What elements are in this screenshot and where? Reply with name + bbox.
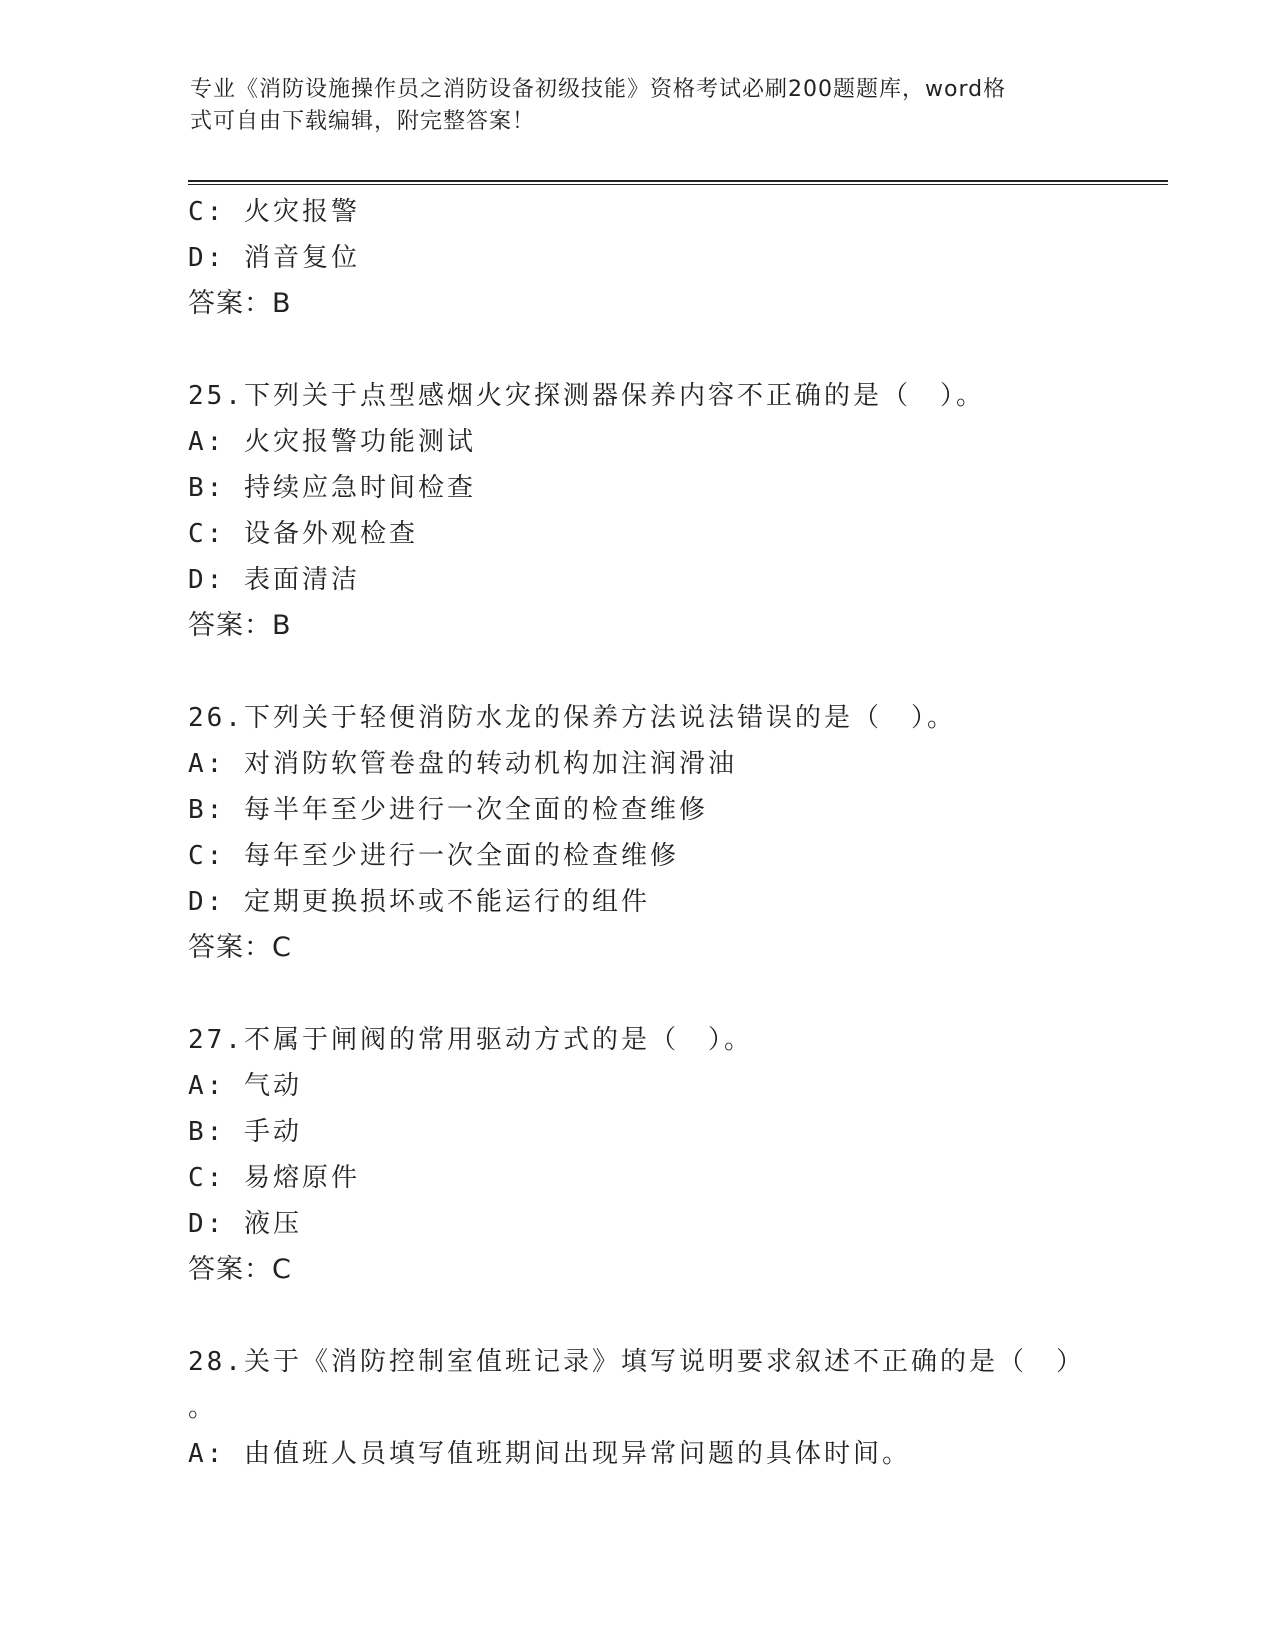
answer-line: 答案：B — [188, 610, 292, 641]
question-stem: 27.不属于闸阀的常用驱动方式的是（ ）。 — [188, 1025, 753, 1055]
question-26 — [188, 695, 1088, 971]
option-a: A: 火灾报警功能测试 — [188, 427, 476, 457]
header-line-1: 专业《消防设施操作员之消防设备初级技能》资格考试必刷200题题库，word格 — [190, 77, 1007, 102]
option-d: D: 消音复位 — [188, 243, 360, 273]
header-divider — [188, 180, 1168, 185]
option-a: A: 由值班人员填写值班期间出现异常问题的具体时间。 — [188, 1439, 911, 1469]
question-stem: 26.下列关于轻便消防水龙的保养方法说法错误的是（ ）。 — [188, 703, 956, 733]
question-content — [188, 189, 1088, 1477]
option-c: C: 每年至少进行一次全面的检查维修 — [188, 841, 679, 871]
question-stem-continuation: 。 — [188, 1393, 218, 1423]
option-a: A: 气动 — [188, 1071, 302, 1101]
option-d: D: 定期更换损坏或不能运行的组件 — [188, 887, 650, 917]
answer-line: 答案：C — [188, 932, 292, 963]
question-28 — [188, 1339, 1088, 1477]
option-d: D: 表面清洁 — [188, 565, 360, 595]
option-b: B: 持续应急时间检查 — [188, 473, 476, 503]
spacer — [188, 327, 1088, 373]
option-b: B: 手动 — [188, 1117, 302, 1147]
option-c: C: 火灾报警 — [188, 197, 360, 227]
option-d: D: 液压 — [188, 1209, 302, 1239]
option-c: C: 设备外观检查 — [188, 519, 418, 549]
option-b: B: 每半年至少进行一次全面的检查维修 — [188, 795, 708, 825]
option-a: A: 对消防软管卷盘的转动机构加注润滑油 — [188, 749, 737, 779]
option-c: C: 易熔原件 — [188, 1163, 360, 1193]
spacer — [188, 971, 1088, 1017]
answer-line: 答案：C — [188, 1254, 292, 1285]
question-stem: 25.下列关于点型感烟火灾探测器保养内容不正确的是（ ）。 — [188, 381, 985, 411]
answer-line: 答案：B — [188, 288, 292, 319]
question-27 — [188, 1017, 1088, 1293]
question-stem: 28.关于《消防控制室值班记录》填写说明要求叙述不正确的是（ ） — [188, 1347, 1085, 1377]
question-24-tail — [188, 189, 1088, 327]
document-header — [190, 74, 1080, 138]
header-line-2: 式可自由下载编辑，附完整答案！ — [190, 109, 536, 134]
question-25 — [188, 373, 1088, 649]
spacer — [188, 1293, 1088, 1339]
spacer — [188, 649, 1088, 695]
